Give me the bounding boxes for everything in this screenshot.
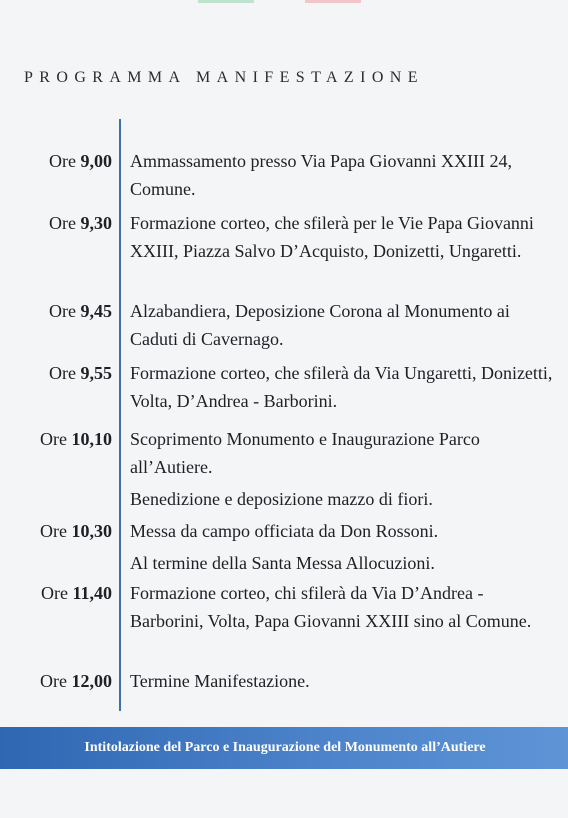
time-prefix: Ore: [40, 429, 72, 449]
schedule-entry: [0, 667, 568, 695]
footer-text: Intitolazione del Parco e Inaugurazione del Monumento all’Autiere: [84, 740, 486, 755]
entry-description: [130, 147, 555, 203]
top-color-marks: [0, 0, 568, 6]
green-mark: [198, 0, 254, 3]
time-hour: 9,30: [80, 213, 112, 233]
description-line: Scoprimento Monumento e Inaugurazione Parco all’Autiere.: [130, 429, 480, 477]
footer-banner: [0, 727, 568, 769]
description-line: Termine Manifestazione.: [130, 671, 310, 691]
time-hour: 10,30: [71, 521, 112, 541]
time-prefix: Ore: [49, 213, 81, 233]
time-prefix: Ore: [40, 521, 72, 541]
time-hour: 9,00: [80, 151, 112, 171]
description-line: Benedizione e deposizione mazzo di fiori.: [130, 489, 433, 509]
description-line: Alzabandiera, Deposizione Corona al Monumento ai Caduti di Cavernago.: [130, 301, 510, 349]
description-line: Formazione corteo, che sfilerà per le Vie Papa Giovanni XXIII, Piazza Salvo D’Acquisto, Donizetti, Ungaretti.: [130, 213, 534, 261]
description-line: Al termine della Santa Messa Allocuzioni.: [130, 553, 435, 573]
entry-time: [0, 667, 112, 695]
entry-time: [0, 147, 112, 175]
entry-description: [130, 667, 555, 695]
schedule-entry: [0, 297, 568, 349]
entry-time: [0, 425, 112, 453]
time-hour: 11,40: [72, 583, 112, 603]
schedule-entry: [0, 517, 568, 573]
red-mark: [305, 0, 361, 3]
entry-time: [0, 297, 112, 325]
schedule-entry: [0, 209, 568, 261]
entry-time: [0, 359, 112, 387]
entry-description: [130, 297, 555, 353]
description-line: Ammassamento presso Via Papa Giovanni XXIII 24, Comune.: [130, 151, 513, 199]
description-line: Formazione corteo, che sfilerà da Via Ungaretti, Donizetti, Volta, D’Andrea - Barborini.: [130, 363, 553, 411]
schedule-entry: [0, 147, 568, 199]
time-prefix: Ore: [49, 301, 81, 321]
time-prefix: Ore: [40, 671, 72, 691]
time-hour: 12,00: [71, 671, 112, 691]
time-prefix: Ore: [49, 151, 81, 171]
description-line: Messa da campo officiata da Don Rossoni.: [130, 521, 439, 541]
page-title: PROGRAMMA MANIFESTAZIONE: [24, 69, 424, 86]
entry-time: [0, 209, 112, 237]
time-prefix: Ore: [49, 363, 81, 383]
entry-description: [130, 209, 555, 265]
time-hour: 9,45: [80, 301, 112, 321]
description-line: Formazione corteo, chi sfilerà da Via D’Andrea - Barborini, Volta, Papa Giovanni XXIII sino al Comune.: [130, 583, 532, 631]
time-hour: 10,10: [71, 429, 112, 449]
entry-description: [130, 579, 555, 635]
time-prefix: Ore: [41, 583, 73, 603]
entry-time: [0, 579, 112, 607]
schedule-entry: [0, 579, 568, 631]
time-hour: 9,55: [80, 363, 112, 383]
entry-time: [0, 517, 112, 545]
entry-description: [130, 359, 555, 415]
schedule-entry: [0, 425, 568, 509]
entry-description: [130, 517, 555, 577]
vertical-divider: [119, 119, 121, 711]
schedule-entry: [0, 359, 568, 411]
entry-description: [130, 425, 555, 513]
